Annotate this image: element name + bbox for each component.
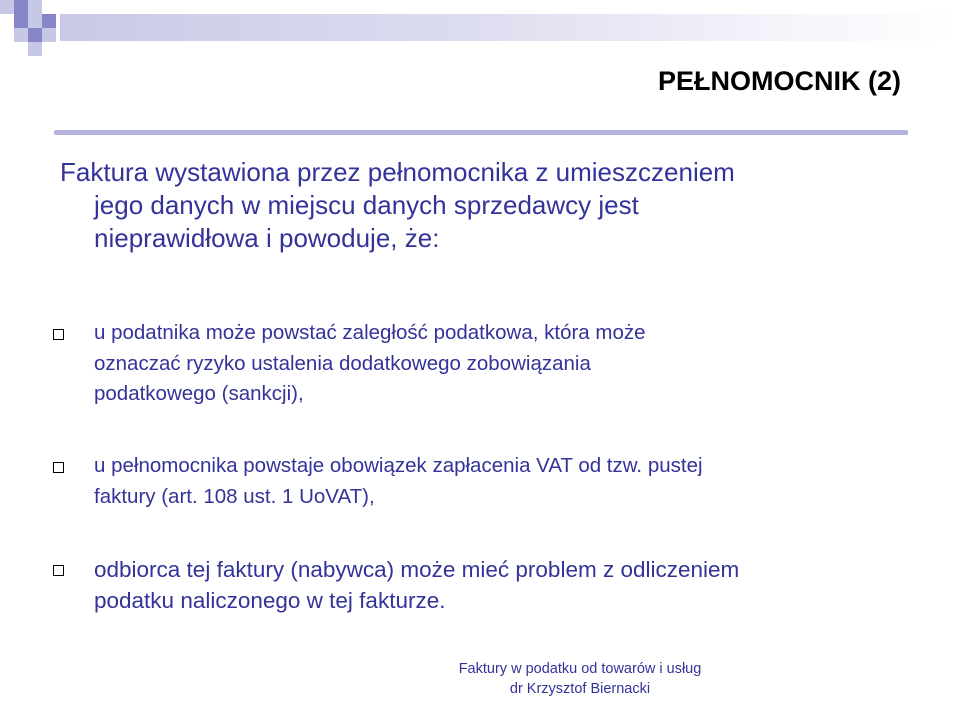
intro-line: nieprawidłowa i powoduje, że: [94, 223, 440, 253]
decor-square [42, 28, 56, 42]
decor-square [42, 14, 56, 28]
list-item-line: odbiorca tej faktury (nabywca) może mieć problem z odliczeniem [94, 557, 740, 582]
list-item-line: faktury (art. 108 ust. 1 UoVAT), [94, 484, 375, 508]
intro-line: jego danych w miejscu danych sprzedawcy jest [94, 190, 639, 220]
footer-course-title: Faktury w podatku od towarów i usług [458, 661, 702, 677]
square-bullet-icon [53, 329, 64, 340]
decorative-header-squares [0, 0, 959, 60]
intro-paragraph [60, 156, 920, 255]
decor-square [28, 14, 42, 28]
square-bullet-icon [53, 565, 64, 576]
list-item-text [94, 318, 914, 410]
footer-author: dr Krzysztof Biernacki [509, 681, 651, 697]
list-item-text [94, 554, 914, 616]
list-item-line: oznaczać ryzyko ustalenia dodatkowego zobowiązania [94, 351, 591, 375]
header-gradient-band [60, 14, 959, 41]
decor-square [14, 14, 28, 28]
decor-square [14, 28, 28, 42]
list-item-text [94, 451, 914, 512]
slide-footer [300, 659, 860, 699]
list-item-line: podatku naliczonego w tej fakturze. [94, 588, 446, 613]
square-bullet-icon [53, 462, 64, 473]
decor-square [14, 0, 28, 14]
decor-square [28, 28, 42, 42]
list-item-line: podatkowego (sankcji), [94, 382, 304, 405]
decor-square [0, 0, 14, 14]
intro-line: Faktura wystawiona przez pełnomocnika z umieszczeniem [60, 157, 735, 187]
list-item-line: u pełnomocnika powstaje obowiązek zapłacenia VAT od tzw. pustej [94, 454, 703, 477]
slide-title: PEŁNOMOCNIK (2) [658, 66, 901, 96]
decor-square [28, 0, 42, 14]
decor-square [28, 42, 42, 56]
list-item-line: u podatnika może powstać zaległość podatkowa, która może [94, 321, 646, 344]
title-divider [54, 130, 908, 135]
